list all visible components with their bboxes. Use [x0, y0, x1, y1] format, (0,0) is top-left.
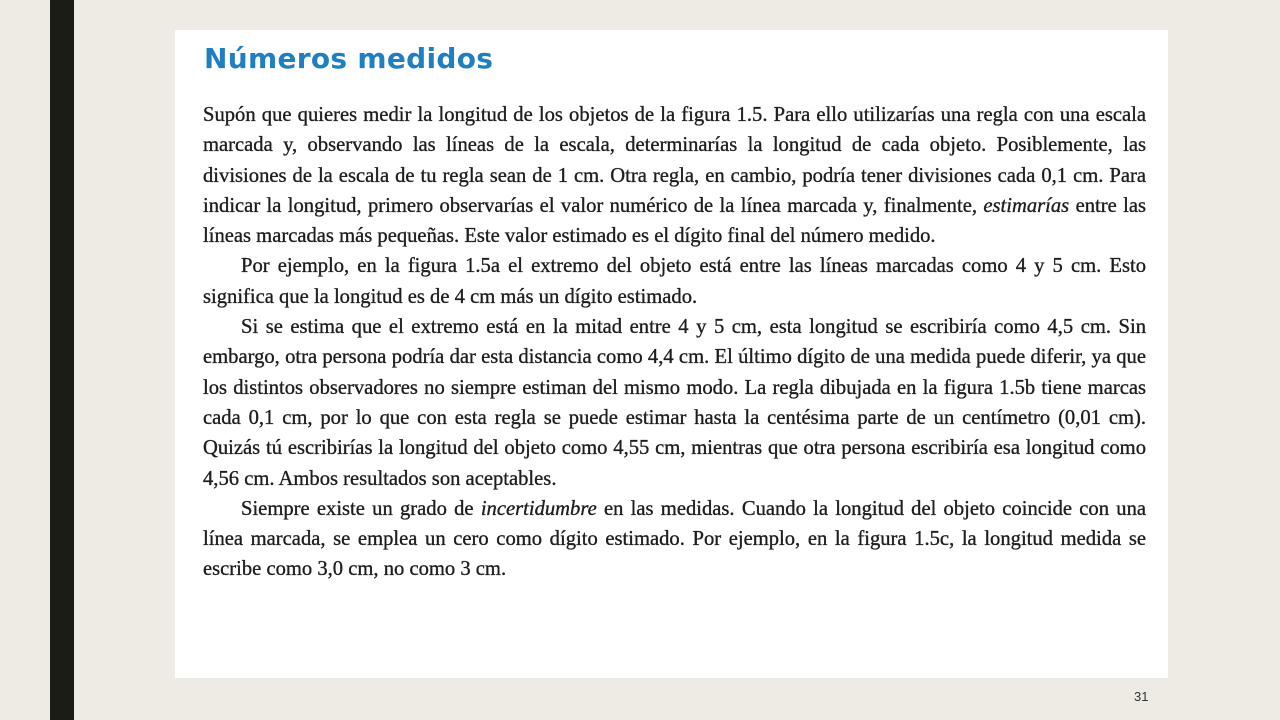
- slide-accent-bar: [50, 0, 74, 720]
- paragraph-3: Si se estima que el extremo está en la mitad entre 4 y 5 cm, esta longitud se escribiría como 4,5 cm. Sin embargo, otra persona podría dar esta distancia como 4,4 cm. El último dígito de una medida puede diferir, ya que los distintos observadores no siempre estiman del mismo modo. La regla dibujada en la figura 1.5b tiene marcas cada 0,1 cm, por lo que con esta regla se puede estimar hasta la centésima parte de un centímetro (0,01 cm). Quizás tú escribirías la longitud del objeto como 4,55 cm, mientras que otra persona escribiría esa longitud como 4,56 cm. Ambos resultados son aceptables.: [203, 316, 1146, 490]
- paragraph-1: [203, 100, 1146, 251]
- paragraph-4-text-b: en las medidas. Cuando la longitud del objeto coincide con una línea marcada, se emplea un cero como dígito estimado. Por ejemplo, en la figura 1.5c, la longitud medida se escribe como 3,0 cm, no como 3 cm.: [203, 497, 1147, 581]
- paragraph-1-text-b: entre las líneas marcadas más pequeñas. Este valor estimado es el dígito final del número medido.: [203, 194, 1146, 248]
- body-text: [203, 100, 1146, 585]
- emphasis-incertidumbre: incertidumbre: [480, 497, 597, 520]
- emphasis-estimarias: estimarías: [983, 194, 1070, 217]
- paragraph-2: Por ejemplo, en la figura 1.5a el extremo del objeto está entre las líneas marcadas como 4 y 5 cm. Esto significa que la longitud es de 4 cm más un dígito estimado.: [203, 255, 1146, 308]
- paragraph-1-text-a: Supón que quieres medir la longitud de los objetos de la figura 1.5. Para ello utilizarías una regla con una escala marcada y, observando las líneas de la escala, determinarías la longitud de cada objeto. Posiblemente, las divisiones de la escala de tu regla sean de 1 cm. Otra regla, en cambio, podría tener divisiones cada 0,1 cm. Para indicar la longitud, primero observarías el valor numérico de la línea marcada y, finalmente,: [203, 104, 1146, 217]
- section-heading: Números medidos: [204, 42, 494, 75]
- slide-page-number: 31: [1134, 689, 1149, 704]
- document-scan: [175, 30, 1168, 678]
- paragraph-4-text-a: Siempre existe un grado de: [241, 497, 481, 520]
- paragraph-4: [203, 494, 1146, 585]
